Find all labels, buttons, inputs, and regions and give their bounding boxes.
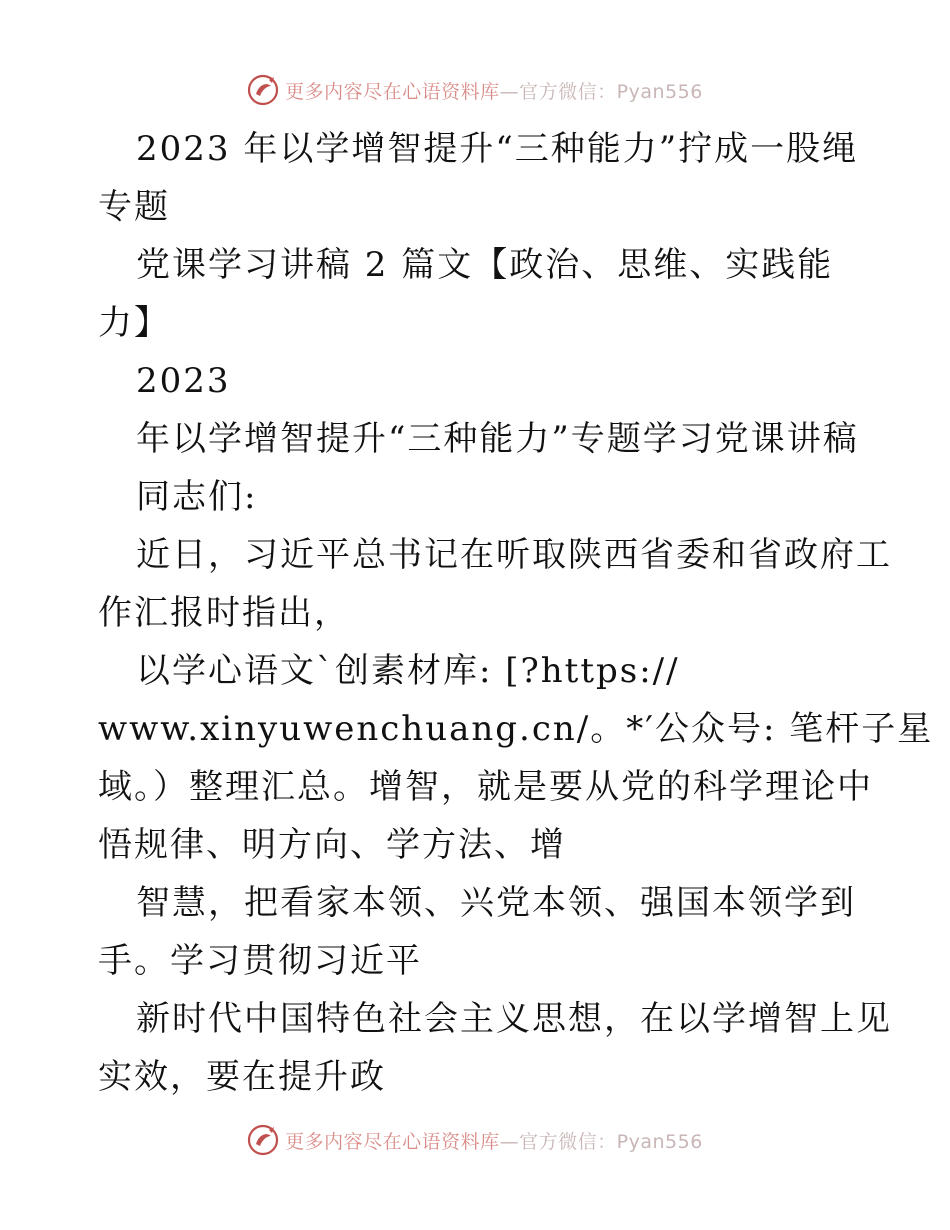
title-line-3: 党课学习讲稿 2 篇文【政治、思维、实践能 (136, 245, 834, 285)
document-body (98, 120, 934, 1106)
subtitle-line: 年以学增智提升“三种能力”专题学习党课讲稿 (136, 419, 859, 459)
paragraph-line: 作汇报时指出， (98, 593, 350, 633)
header-banner-main: 更多内容尽在心语资料库 (285, 80, 500, 103)
title-line-4: 力】 (98, 303, 170, 343)
title-line-1: 2023 年以学增智提升“三种能力”拧成一股绳 (136, 129, 859, 169)
paragraph-line: 手。学习贯彻习近平 (98, 941, 422, 981)
paragraph-line: 以学心语文`创素材库: [?https:// (136, 651, 680, 691)
logo-icon (247, 74, 279, 106)
header-banner-text (285, 77, 703, 104)
header-banner-wechat: —官方微信：Pyan556 (499, 80, 703, 103)
salutation: 同志们: (136, 477, 258, 517)
title-line-2: 专题 (98, 187, 170, 227)
header-banner (0, 70, 950, 110)
footer-banner-main: 更多内容尽在心语资料库 (285, 1130, 500, 1153)
paragraph-line: 域。）整理汇总。增智，就是要从党的科学理论中 (98, 767, 873, 807)
paragraph-line: 近日，习近平总书记在听取陕西省委和省政府工 (136, 535, 892, 575)
footer-banner (0, 1120, 950, 1160)
paragraph-line: 智慧，把看家本领、兴党本领、强国本领学到 (136, 883, 856, 923)
footer-banner-wechat: —官方微信：Pyan556 (499, 1130, 703, 1153)
paragraph-line: 实效，要在提升政 (98, 1057, 386, 1097)
paragraph-line: 悟规律、明方向、学方法、增 (98, 825, 566, 865)
paragraph-line: www.xinyuwenchuang.cn/。*′公众号: 笔杆子星 (98, 709, 934, 749)
year-line: 2023 (136, 361, 231, 401)
footer-banner-text (285, 1127, 703, 1154)
logo-icon (247, 1124, 279, 1156)
paragraph-line: 新时代中国特色社会主义思想，在以学增智上见 (136, 999, 892, 1039)
